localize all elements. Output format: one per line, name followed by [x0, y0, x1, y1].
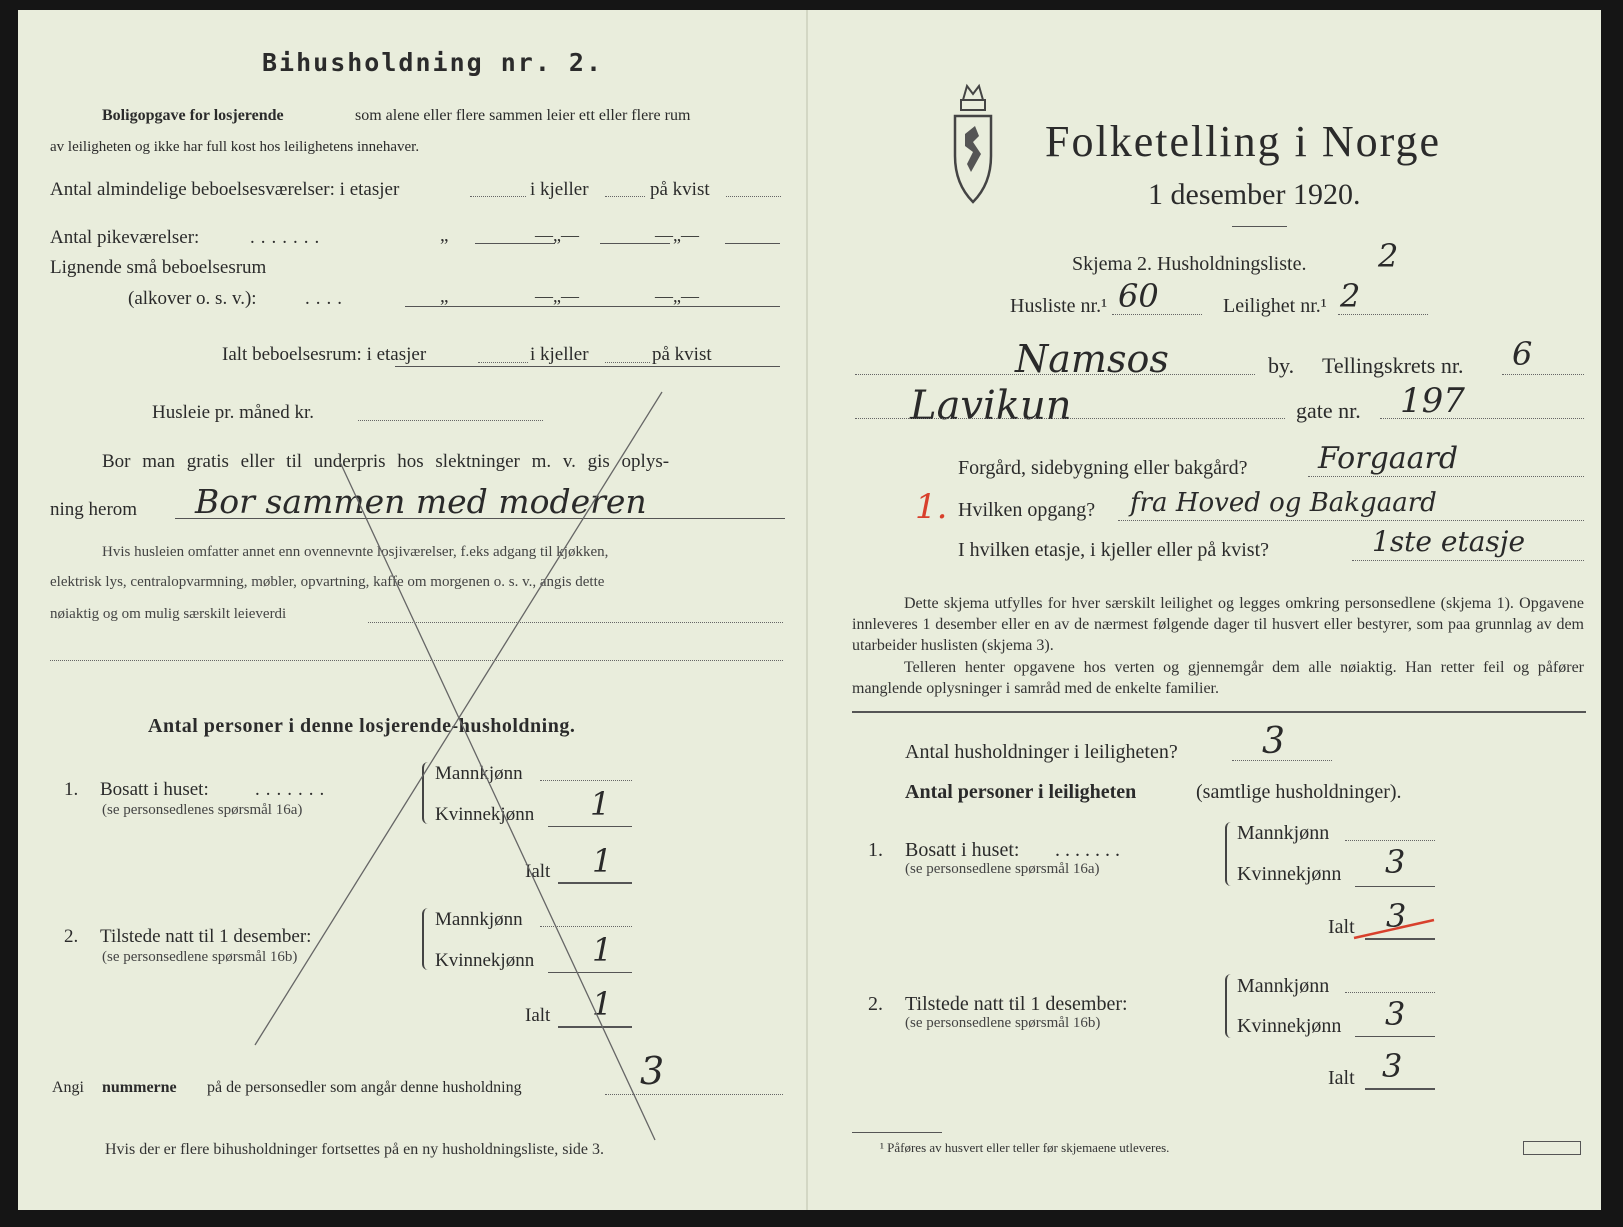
households-field: [1232, 760, 1332, 761]
left-q1-female-value[interactable]: 1: [590, 785, 611, 823]
right-q1-label: Bosatt i huset:: [905, 839, 1020, 861]
right-q2-total-value[interactable]: 3: [1382, 1047, 1403, 1085]
krets-field: [1502, 374, 1584, 375]
opgang-mark: 1.: [915, 487, 948, 527]
similar-ditto-2: —„—: [535, 286, 579, 306]
similar-rooms-line1: Lignende små beboelsesrum: [50, 257, 267, 278]
info-p1: Dette skjema utfylles for hver særskilt leilighet og legges omkring personsedlene (skjema 1). Opgavene innleveres 1 desember eller en av de nærmest følgende dager til husvert eller bestyrer, som paa grunnlag av dem utarbeider huslisten (skjema 3).: [852, 595, 1584, 654]
etasje-field: [1352, 560, 1584, 561]
maid-ditto-3: —„—: [655, 225, 699, 245]
street-field: [855, 418, 1285, 419]
right-q1-total-value[interactable]: 3: [1386, 897, 1407, 935]
left-q2-female-label: Kvinnekjønn: [435, 950, 535, 971]
right-q2-total-label: Ialt: [1328, 1067, 1355, 1089]
right-q1-dots: .......: [1055, 839, 1125, 861]
right-q1-female-label: Kvinnekjønn: [1237, 863, 1342, 885]
right-q2-female-value[interactable]: 3: [1385, 995, 1406, 1033]
by-value[interactable]: Namsos: [1015, 337, 1169, 381]
right-q2-label: Tilstede natt til 1 desember:: [905, 993, 1128, 1015]
maid-rooms-label: Antal pikeværelser:: [50, 227, 200, 248]
total-rooms-label: Ialt beboelsesrum: i etasjer: [222, 344, 427, 365]
schema-label: Skjema 2. Husholdningsliste.: [1072, 253, 1307, 275]
left-q2-total-label: Ialt: [525, 1005, 551, 1026]
leilighet-value[interactable]: 2: [1340, 277, 1361, 315]
coat-of-arms-icon: [945, 80, 1001, 208]
etasje-value[interactable]: 1ste etasje: [1372, 525, 1526, 558]
leilighet-field: [1338, 314, 1428, 315]
krets-label: Tellingskrets nr.: [1322, 353, 1464, 378]
stamp-box: [1523, 1141, 1581, 1155]
maid-ditto: „: [440, 225, 449, 246]
free-q-answer[interactable]: Bor sammen med moderen: [195, 482, 647, 521]
forgard-label: Forgård, sidebygning eller bakgård?: [958, 457, 1248, 479]
info-p2: Telleren henter opgavene hos verten og gjennemgår dem alle nøiaktig. Han retter feil og påfører manglende oplysninger i samråd med de enkelte familier.: [852, 659, 1584, 697]
left-q2-female-value[interactable]: 1: [592, 931, 613, 969]
left-q1-label: Bosatt i huset:: [100, 779, 209, 800]
footnote-rule: [852, 1132, 942, 1133]
gate-field: [1380, 418, 1584, 419]
similar-rooms-line2: (alkover o. s. v.):: [128, 288, 257, 309]
left-q1-number: 1.: [64, 779, 79, 800]
footnote: ¹ Påføres av husvert eller teller før skjemaene utleveres.: [880, 1140, 1170, 1155]
right-q2-female-label: Kvinnekjønn: [1237, 1015, 1342, 1037]
left-q2-number: 2.: [64, 926, 79, 947]
right-q2-total-field: [1365, 1088, 1435, 1090]
right-date: 1 desember 1920.: [1148, 178, 1361, 211]
maid-rooms-dots: .......: [250, 227, 326, 248]
right-q1-female-value[interactable]: 3: [1385, 843, 1406, 881]
right-q1-male-label: Mannkjønn: [1237, 822, 1330, 844]
right-q2-male-label: Mannkjønn: [1237, 975, 1330, 997]
opgang-label: Hvilken opgang?: [958, 499, 1096, 521]
forgard-value[interactable]: Forgaard: [1318, 441, 1459, 476]
right-q1-number: 1.: [868, 839, 883, 861]
right-q1-total-label: Ialt: [1328, 916, 1355, 938]
similar-dots: ....: [305, 288, 348, 309]
right-persons-heading-bold: Antal personer i leiligheten: [905, 781, 1137, 803]
leilighet-label: Leilighet nr.¹: [1223, 295, 1327, 317]
left-q2-total-value[interactable]: 1: [592, 985, 613, 1023]
left-q1-male-label: Mannkjønn: [435, 763, 523, 784]
numbers-label-pre: Angi: [52, 1079, 84, 1096]
right-q2-brace: [1225, 974, 1233, 1038]
by-label: by.: [1268, 353, 1295, 378]
households-value[interactable]: 3: [1262, 721, 1285, 762]
numbers-value[interactable]: 3: [640, 1049, 665, 1093]
rent-note-line2: elektrisk lys, centralopvarmning, møbler, opvartning, kaffe om morgenen o. s. v., angis dette: [50, 574, 605, 590]
krets-value[interactable]: 6: [1512, 335, 1533, 373]
maid-ditto-2: —„—: [535, 225, 579, 245]
left-q2-label: Tilstede natt til 1 desember:: [100, 926, 312, 947]
similar-ditto-3: —„—: [655, 286, 699, 306]
husliste-label: Husliste nr.¹: [1010, 295, 1108, 317]
rooms-cellar: i kjeller: [530, 179, 589, 200]
numbers-label-post: på de personsedler som angår denne husholdning: [207, 1079, 522, 1096]
left-persons-heading: Antal personer i denne losjerende-husholdning.: [148, 715, 576, 737]
intro-rest: som alene eller flere sammen leier ett eller flere rum: [355, 107, 691, 124]
rooms-attic: på kvist: [650, 179, 710, 200]
left-q1-female-label: Kvinnekjønn: [435, 804, 535, 825]
etasje-label: I hvilken etasje, i kjeller eller på kvist?: [958, 539, 1269, 561]
right-q1-male-field[interactable]: [1345, 840, 1435, 841]
rooms-label: Antal almindelige beboelsesværelser: i etasjer: [50, 179, 400, 200]
title-divider: [1232, 226, 1287, 227]
by-field: [855, 374, 1255, 375]
total-correction-strike: [1350, 914, 1440, 944]
intro-line2: av leiligheten og ikke har full kost hos leilighetens innehaver.: [50, 139, 420, 155]
left-q2-male-label: Mannkjønn: [435, 909, 523, 930]
right-q2-male-field[interactable]: [1345, 992, 1435, 993]
total-attic: på kvist: [652, 344, 712, 365]
continue-note: Hvis der er flere bihusholdninger fortsettes på en ny husholdningsliste, side 3.: [105, 1141, 605, 1158]
right-q2-female-field: [1355, 1036, 1435, 1037]
right-q1-brace: [1225, 822, 1233, 886]
husliste-value[interactable]: 60: [1118, 277, 1159, 315]
rent-label: Husleie pr. måned kr.: [152, 402, 314, 423]
left-q1-sub: (se personsedlenes spørsmål 16a): [102, 802, 303, 818]
husliste-field: [1112, 314, 1202, 315]
left-q1-dots: .......: [255, 779, 331, 800]
free-q-line2: ning herom: [50, 499, 138, 520]
right-persons-heading-rest: (samtlige husholdninger).: [1196, 781, 1402, 803]
opgang-value[interactable]: fra Hoved og Bakgaard: [1130, 488, 1437, 518]
rent-note-line1: Hvis husleien omfatter annet enn ovennevnte losjiværelser, f.eks adgang til kjøkken,: [102, 544, 609, 560]
left-q1-total-label: Ialt: [525, 861, 551, 882]
forgard-field: [1308, 476, 1584, 477]
rent-note-line3: nøiaktig og om mulig særskilt leieverdi: [50, 606, 287, 622]
numbers-label-bold: nummerne: [102, 1079, 177, 1096]
right-q1-sub: (se personsedlene spørsmål 16a): [905, 861, 1100, 877]
left-q2-sub: (se personsedlene spørsmål 16b): [102, 949, 298, 965]
left-title: Bihusholdning nr. 2.: [262, 48, 604, 77]
street-value[interactable]: Lavikun: [910, 383, 1072, 429]
right-q1-female-field: [1355, 886, 1435, 887]
right-title: Folketelling i Norge: [1045, 117, 1442, 166]
households-label: Antal husholdninger i leiligheten?: [905, 741, 1178, 763]
right-q2-number: 2.: [868, 993, 883, 1015]
gate-label: gate nr.: [1296, 398, 1361, 423]
left-q1-total-value[interactable]: 1: [592, 842, 613, 880]
total-cellar: i kjeller: [530, 344, 589, 365]
right-q2-sub: (se personsedlene spørsmål 16b): [905, 1015, 1101, 1031]
schema-value[interactable]: 2: [1378, 237, 1399, 275]
opgang-field: [1118, 520, 1584, 521]
free-q-line1: Bor man gratis eller til underpris hos slektninger m. v. gis oplys-: [102, 451, 670, 472]
intro-bold: Boligopgave for losjerende: [102, 107, 284, 124]
similar-ditto: „: [440, 286, 449, 307]
gate-value[interactable]: 197: [1400, 381, 1465, 421]
info-divider: [852, 711, 1586, 713]
